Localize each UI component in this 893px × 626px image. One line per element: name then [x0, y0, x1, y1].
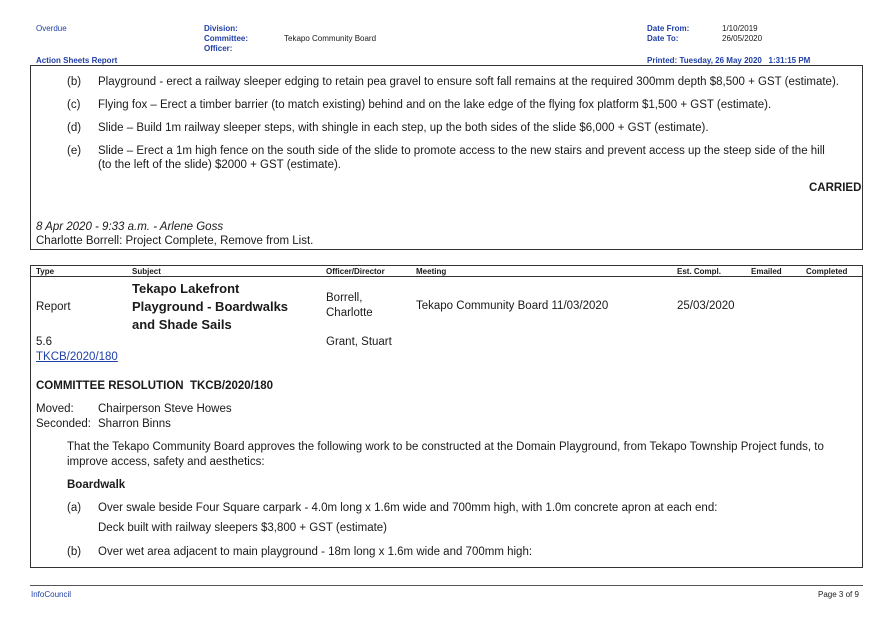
item-label: (b) [67, 76, 82, 88]
committee-value: Tekapo Community Board [284, 34, 377, 43]
seconded-value: Sharron Binns [98, 418, 171, 430]
report-title: Action Sheets Report [36, 56, 118, 65]
item-text-line: Over wet area adjacent to main playground - 18m long x 1.6m wide and 700mm high: [98, 546, 533, 558]
row-type: Report [36, 301, 71, 313]
footer-divider [30, 585, 863, 586]
printed-timestamp: Printed: Tuesday, 26 May 2020 1:31:15 PM [647, 56, 811, 65]
column-header-subject: Subject [132, 267, 161, 276]
seconded-label: Seconded: [36, 418, 91, 430]
footer-brand: InfoCouncil [31, 590, 72, 599]
row-meeting: Tekapo Community Board 11/03/2020 [416, 300, 609, 312]
officer-label: Officer: [204, 44, 233, 53]
column-header-emailed: Emailed [751, 267, 782, 276]
column-header-meeting: Meeting [416, 267, 447, 276]
date-to-label: Date To: [647, 34, 679, 43]
item-text-line: Slide – Erect a 1m high fence on the south side of the slide to promote access to the new stairs and prevent access up the steep side of the hill [98, 145, 825, 157]
moved-value: Chairperson Steve Howes [98, 403, 232, 415]
date-from-value: 1/10/2019 [722, 24, 758, 33]
item-label: (b) [67, 546, 82, 558]
carried-status: CARRIED [809, 182, 862, 194]
column-header-officer: Officer/Director [326, 267, 385, 276]
resolution-title: COMMITTEE RESOLUTION TKCB/2020/180 [36, 380, 274, 392]
subject-line: and Shade Sails [132, 317, 232, 332]
item-label: (a) [67, 502, 82, 514]
item-text: Playground - erect a railway sleeper edging to retain pea gravel to ensure soft fall remains at the required 300mm depth $8,500 + GST (estimate). [98, 76, 839, 88]
row-officer-secondary: Grant, Stuart [326, 336, 392, 348]
page-number: Page 3 of 9 [818, 590, 859, 599]
date-from-label: Date From: [647, 24, 690, 33]
officer-surname: Borrell, [326, 292, 363, 304]
officer-firstname: Charlotte [326, 307, 373, 319]
column-header-est-compl: Est. Compl. [677, 267, 722, 276]
column-header-type: Type [36, 267, 55, 276]
subject-line: Playground - Boardwalks [132, 299, 289, 314]
row-officer-primary [326, 291, 373, 321]
resolution-paragraph-line: improve access, safety and aesthetics: [67, 456, 265, 468]
resolution-paragraph-line: That the Tekapo Community Board approves the following work to be constructed at the Domain Playground, from Tekapo Township Project funds, to [67, 441, 824, 453]
note-meta: 8 Apr 2020 - 9:33 a.m. - Arlene Goss [36, 221, 224, 233]
row-est-compl: 25/03/2020 [677, 300, 735, 312]
status-label: Overdue [36, 24, 67, 33]
date-to-value: 26/05/2020 [722, 34, 763, 43]
division-label: Division: [204, 24, 238, 33]
subject-line: Tekapo Lakefront [132, 281, 240, 296]
table-header-divider [30, 276, 863, 277]
item-label: (d) [67, 122, 82, 134]
item-text-line: (to the left of the slide) $2000 + GST (estimate). [98, 159, 342, 171]
moved-label: Moved: [36, 403, 74, 415]
report-reference-link[interactable]: TKCB/2020/180 [36, 351, 118, 363]
item-text-line: Deck built with railway sleepers $3,800 + GST (estimate) [98, 522, 388, 534]
committee-label: Committee: [204, 34, 249, 43]
row-subject [132, 280, 288, 334]
item-text-line: Over swale beside Four Square carpark - 4.0m long x 1.6m wide and 700mm high, with 1.0m concrete apron at each end: [98, 502, 718, 514]
section-subheading: Boardwalk [67, 479, 126, 491]
item-text: Slide – Build 1m railway sleeper steps, with shingle in each step, up the both sides of the slide $6,000 + GST (estimate). [98, 122, 709, 134]
row-item-number: 5.6 [36, 336, 52, 348]
item-text: Flying fox – Erect a timber barrier (to match existing) behind and on the lake edge of the flying fox platform $1,500 + GST (estimate). [98, 99, 772, 111]
note-text: Charlotte Borrell: Project Complete, Remove from List. [36, 235, 314, 247]
item-label: (e) [67, 145, 82, 157]
item-label: (c) [67, 99, 81, 111]
column-header-completed: Completed [806, 267, 848, 276]
